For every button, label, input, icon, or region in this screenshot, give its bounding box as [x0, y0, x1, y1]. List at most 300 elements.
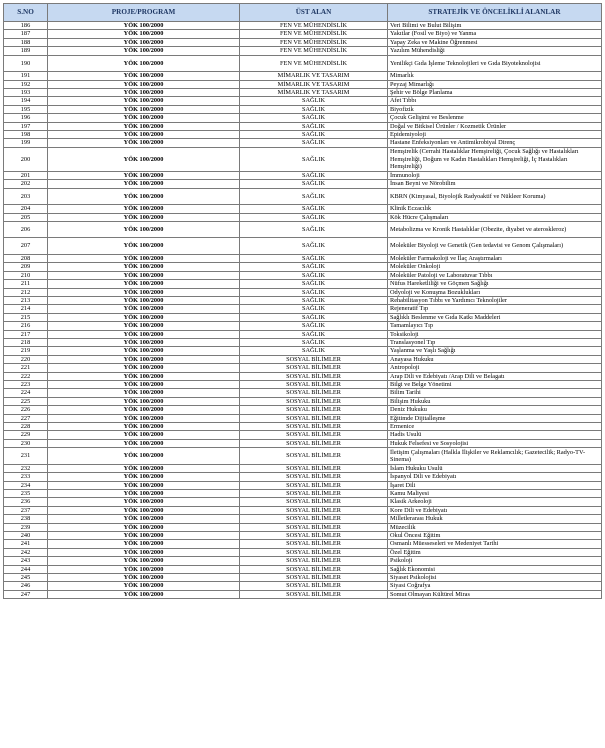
cell-program: YÖK 100/2000 — [48, 372, 240, 380]
table-row — [4, 506, 602, 514]
table-row — [4, 582, 602, 590]
table-row — [4, 532, 602, 540]
cell-program: YÖK 100/2000 — [48, 55, 240, 72]
cell-program: YÖK 100/2000 — [48, 213, 240, 221]
table-row — [4, 122, 602, 130]
cell-area: SAĞLIK — [240, 213, 388, 221]
cell-sno: 196 — [4, 114, 48, 122]
cell-program: YÖK 100/2000 — [48, 139, 240, 147]
cell-program: YÖK 100/2000 — [48, 147, 240, 171]
table-row — [4, 431, 602, 439]
cell-program: YÖK 100/2000 — [48, 305, 240, 313]
table-row — [4, 288, 602, 296]
table-row — [4, 489, 602, 497]
cell-sno: 189 — [4, 47, 48, 55]
cell-area: SOSYAL BİLİMLER — [240, 582, 388, 590]
cell-area: MİMARLIK VE TASARIM — [240, 72, 388, 80]
cell-area: SOSYAL BİLİMLER — [240, 574, 388, 582]
cell-area: SOSYAL BİLİMLER — [240, 532, 388, 540]
table-row — [4, 313, 602, 321]
cell-topic: KBRN (Kimyasal, Biyolojik Radyoaktif ve Nükleer Koruma) — [388, 188, 602, 205]
cell-sno: 216 — [4, 322, 48, 330]
cell-topic: Nüfus Hareketliliği ve Göçmen Sağlığı — [388, 280, 602, 288]
cell-topic: Psikoloji — [388, 557, 602, 565]
cell-program: YÖK 100/2000 — [48, 481, 240, 489]
cell-topic: Hukuk Felsefesi ve Sosyolojisi — [388, 439, 602, 447]
cell-topic: Siyaset Psikolojisi — [388, 574, 602, 582]
cell-topic: Translasyonel Tıp — [388, 338, 602, 346]
cell-area: SOSYAL BİLİMLER — [240, 397, 388, 405]
cell-topic: Kamu Maliyesi — [388, 489, 602, 497]
cell-sno: 204 — [4, 205, 48, 213]
cell-topic: Moleküler Biyoloji ve Genetik (Gen tedavisi ve Genom Çalışmaları) — [388, 238, 602, 255]
cell-program: YÖK 100/2000 — [48, 431, 240, 439]
cell-topic: Hemşirelik (Cerrahi Hastalıklar Hemşireliği, Çocuk Sağlığı ve Hastalıkları Hemşireliği, Doğum ve Kadın Hastalıkları Hemşireliği, İç Hastalıkları Hemşireliği) — [388, 147, 602, 171]
cell-program: YÖK 100/2000 — [48, 540, 240, 548]
table-row — [4, 423, 602, 431]
cell-program: YÖK 100/2000 — [48, 439, 240, 447]
cell-topic: İspanyol Dili ve Edebiyatı — [388, 473, 602, 481]
cell-area: SOSYAL BİLİMLER — [240, 565, 388, 573]
cell-area: SOSYAL BİLİMLER — [240, 439, 388, 447]
header-sno: S.NO — [4, 4, 48, 22]
cell-sno: 238 — [4, 515, 48, 523]
cell-sno: 242 — [4, 548, 48, 556]
cell-topic: Siyasi Coğrafya — [388, 582, 602, 590]
cell-area: SOSYAL BİLİMLER — [240, 540, 388, 548]
cell-area: SAĞLIK — [240, 205, 388, 213]
cell-program: YÖK 100/2000 — [48, 263, 240, 271]
table-row — [4, 406, 602, 414]
table-row — [4, 72, 602, 80]
cell-program: YÖK 100/2000 — [48, 47, 240, 55]
cell-sno: 203 — [4, 188, 48, 205]
cell-topic: Anayasa Hukuku — [388, 355, 602, 363]
cell-topic: İmmunoloji — [388, 171, 602, 179]
cell-sno: 219 — [4, 347, 48, 355]
cell-area: SAĞLIK — [240, 280, 388, 288]
cell-area: SOSYAL BİLİMLER — [240, 506, 388, 514]
cell-area: SOSYAL BİLİMLER — [240, 414, 388, 422]
cell-program: YÖK 100/2000 — [48, 489, 240, 497]
cell-program: YÖK 100/2000 — [48, 188, 240, 205]
cell-sno: 237 — [4, 506, 48, 514]
cell-sno: 197 — [4, 122, 48, 130]
cell-area: SAĞLIK — [240, 338, 388, 346]
cell-sno: 191 — [4, 72, 48, 80]
cell-program: YÖK 100/2000 — [48, 423, 240, 431]
cell-topic: Mimarlık — [388, 72, 602, 80]
cell-sno: 228 — [4, 423, 48, 431]
table-header — [4, 4, 602, 22]
cell-topic: Sağlık Ekonomisi — [388, 565, 602, 573]
cell-program: YÖK 100/2000 — [48, 523, 240, 531]
table-row — [4, 47, 602, 55]
cell-area: SAĞLIK — [240, 221, 388, 238]
cell-program: YÖK 100/2000 — [48, 296, 240, 304]
table-row — [4, 55, 602, 72]
cell-area: SOSYAL BİLİMLER — [240, 498, 388, 506]
cell-program: YÖK 100/2000 — [48, 322, 240, 330]
cell-sno: 186 — [4, 22, 48, 30]
cell-topic: Osmanlı Müesseseleri ve Medeniyet Tarihi — [388, 540, 602, 548]
cell-topic: Milletlerarası Hukuk — [388, 515, 602, 523]
table-row — [4, 590, 602, 598]
cell-area: FEN VE MÜHENDİSLİK — [240, 30, 388, 38]
cell-topic: Yakıtlar (Fosil ve Biyo) ve Yanma — [388, 30, 602, 38]
table-row — [4, 515, 602, 523]
cell-sno: 241 — [4, 540, 48, 548]
table-row — [4, 22, 602, 30]
table-row — [4, 38, 602, 46]
cell-program: YÖK 100/2000 — [48, 38, 240, 46]
cell-program: YÖK 100/2000 — [48, 80, 240, 88]
table-row — [4, 97, 602, 105]
cell-area: SAĞLIK — [240, 139, 388, 147]
table-row — [4, 347, 602, 355]
cell-program: YÖK 100/2000 — [48, 506, 240, 514]
cell-program: YÖK 100/2000 — [48, 338, 240, 346]
cell-area: SAĞLIK — [240, 313, 388, 321]
table-row — [4, 565, 602, 573]
table-row — [4, 557, 602, 565]
table-row — [4, 238, 602, 255]
table-row — [4, 147, 602, 171]
cell-program: YÖK 100/2000 — [48, 381, 240, 389]
cell-topic: Müzecilik — [388, 523, 602, 531]
cell-program: YÖK 100/2000 — [48, 548, 240, 556]
cell-sno: 217 — [4, 330, 48, 338]
table-row — [4, 213, 602, 221]
cell-area: SAĞLIK — [240, 288, 388, 296]
header-row — [4, 4, 602, 22]
header-program: PROJE/PROGRAM — [48, 4, 240, 22]
cell-topic: Metabolizma ve Kronik Hastalıklar (Obezite, diyabet ve ateroskleroz) — [388, 221, 602, 238]
cell-area: SOSYAL BİLİMLER — [240, 473, 388, 481]
table-row — [4, 448, 602, 465]
cell-area: SOSYAL BİLİMLER — [240, 448, 388, 465]
table-row — [4, 322, 602, 330]
cell-topic: Moleküler Farmakoloji ve İlaç Araştırmaları — [388, 254, 602, 262]
cell-sno: 209 — [4, 263, 48, 271]
cell-sno: 208 — [4, 254, 48, 262]
cell-topic: Bilişim Hukuku — [388, 397, 602, 405]
cell-topic: Afet Tıbbı — [388, 97, 602, 105]
cell-area: SOSYAL BİLİMLER — [240, 548, 388, 556]
document-page — [3, 3, 601, 599]
cell-area: SAĞLIK — [240, 114, 388, 122]
cell-area: MİMARLIK VE TASARIM — [240, 88, 388, 96]
cell-topic: Tamamlayıcı Tıp — [388, 322, 602, 330]
cell-program: YÖK 100/2000 — [48, 97, 240, 105]
table-row — [4, 139, 602, 147]
cell-topic: Moleküler Patoloji ve Laboratuvar Tıbbı — [388, 271, 602, 279]
cell-sno: 198 — [4, 130, 48, 138]
cell-area: SOSYAL BİLİMLER — [240, 515, 388, 523]
cell-area: SOSYAL BİLİMLER — [240, 523, 388, 531]
cell-topic: Yapay Zeka ve Makine Öğrenmesi — [388, 38, 602, 46]
table-row — [4, 263, 602, 271]
cell-sno: 202 — [4, 180, 48, 188]
cell-area: SOSYAL BİLİMLER — [240, 406, 388, 414]
cell-program: YÖK 100/2000 — [48, 72, 240, 80]
cell-topic: Rehabilitasyon Tıbbı ve Yardımcı Teknolojiler — [388, 296, 602, 304]
cell-area: SAĞLIK — [240, 263, 388, 271]
cell-topic: İnsan Beyni ve Nörobilim — [388, 180, 602, 188]
cell-sno: 205 — [4, 213, 48, 221]
cell-sno: 190 — [4, 55, 48, 72]
table-row — [4, 498, 602, 506]
cell-program: YÖK 100/2000 — [48, 557, 240, 565]
cell-area: SAĞLIK — [240, 180, 388, 188]
cell-area: MİMARLIK VE TASARIM — [240, 80, 388, 88]
cell-sno: 243 — [4, 557, 48, 565]
table-row — [4, 305, 602, 313]
cell-area: FEN VE MÜHENDİSLİK — [240, 55, 388, 72]
cell-topic: Odyoloji ve Konuşma Bozuklukları — [388, 288, 602, 296]
cell-sno: 240 — [4, 532, 48, 540]
cell-program: YÖK 100/2000 — [48, 515, 240, 523]
cell-area: SAĞLIK — [240, 238, 388, 255]
cell-sno: 193 — [4, 88, 48, 96]
cell-sno: 210 — [4, 271, 48, 279]
cell-topic: Arap Dili ve Edebiyatı /Arap Dili ve Belagatı — [388, 372, 602, 380]
cell-topic: Kök Hücre Çalışmaları — [388, 213, 602, 221]
cell-program: YÖK 100/2000 — [48, 330, 240, 338]
cell-area: SOSYAL BİLİMLER — [240, 372, 388, 380]
cell-sno: 206 — [4, 221, 48, 238]
cell-sno: 246 — [4, 582, 48, 590]
table-row — [4, 574, 602, 582]
table-row — [4, 271, 602, 279]
cell-program: YÖK 100/2000 — [48, 130, 240, 138]
cell-topic: Yenilikçi Gıda İşleme Teknolojileri ve Gıda Biyoteknolojisi — [388, 55, 602, 72]
cell-sno: 244 — [4, 565, 48, 573]
cell-sno: 235 — [4, 489, 48, 497]
cell-topic: Antropoloji — [388, 364, 602, 372]
cell-program: YÖK 100/2000 — [48, 582, 240, 590]
cell-topic: Şehir ve Bölge Planlama — [388, 88, 602, 96]
header-topic: STRATEJİK VE ÖNCELİKLİ ALANLAR — [388, 4, 602, 22]
cell-area: FEN VE MÜHENDİSLİK — [240, 22, 388, 30]
table-row — [4, 280, 602, 288]
cell-program: YÖK 100/2000 — [48, 355, 240, 363]
cell-topic: İşaret Dili — [388, 481, 602, 489]
cell-sno: 245 — [4, 574, 48, 582]
cell-area: SAĞLIK — [240, 254, 388, 262]
cell-topic: Yaşlanma ve Yaşlı Sağlığı — [388, 347, 602, 355]
cell-program: YÖK 100/2000 — [48, 347, 240, 355]
cell-program: YÖK 100/2000 — [48, 288, 240, 296]
cell-topic: Kore Dili ve Edebiyatı — [388, 506, 602, 514]
cell-sno: 200 — [4, 147, 48, 171]
cell-area: SOSYAL BİLİMLER — [240, 464, 388, 472]
cell-program: YÖK 100/2000 — [48, 205, 240, 213]
cell-topic: Bilim Tarihi — [388, 389, 602, 397]
cell-program: YÖK 100/2000 — [48, 565, 240, 573]
table-row — [4, 330, 602, 338]
cell-program: YÖK 100/2000 — [48, 238, 240, 255]
cell-sno: 218 — [4, 338, 48, 346]
cell-program: YÖK 100/2000 — [48, 271, 240, 279]
cell-area: SOSYAL BİLİMLER — [240, 364, 388, 372]
table-row — [4, 439, 602, 447]
cell-area: SAĞLIK — [240, 330, 388, 338]
cell-topic: Ermenice — [388, 423, 602, 431]
cell-sno: 227 — [4, 414, 48, 422]
table-row — [4, 540, 602, 548]
priority-areas-table — [3, 3, 602, 599]
cell-area: FEN VE MÜHENDİSLİK — [240, 38, 388, 46]
cell-program: YÖK 100/2000 — [48, 448, 240, 465]
cell-sno: 212 — [4, 288, 48, 296]
table-row — [4, 381, 602, 389]
cell-area: SOSYAL BİLİMLER — [240, 381, 388, 389]
cell-area: SAĞLIK — [240, 171, 388, 179]
table-row — [4, 397, 602, 405]
cell-topic: Eğitimde Dijitalleşme — [388, 414, 602, 422]
cell-sno: 195 — [4, 105, 48, 113]
cell-sno: 224 — [4, 389, 48, 397]
table-row — [4, 221, 602, 238]
cell-program: YÖK 100/2000 — [48, 180, 240, 188]
cell-program: YÖK 100/2000 — [48, 221, 240, 238]
cell-program: YÖK 100/2000 — [48, 406, 240, 414]
cell-program: YÖK 100/2000 — [48, 88, 240, 96]
cell-sno: 187 — [4, 30, 48, 38]
cell-sno: 222 — [4, 372, 48, 380]
header-area: ÜST ALAN — [240, 4, 388, 22]
cell-sno: 188 — [4, 38, 48, 46]
table-row — [4, 296, 602, 304]
cell-sno: 239 — [4, 523, 48, 531]
table-row — [4, 389, 602, 397]
cell-sno: 192 — [4, 80, 48, 88]
cell-sno: 236 — [4, 498, 48, 506]
table-row — [4, 355, 602, 363]
table-row — [4, 171, 602, 179]
cell-sno: 229 — [4, 431, 48, 439]
cell-program: YÖK 100/2000 — [48, 389, 240, 397]
cell-topic: Özel Eğitim — [388, 548, 602, 556]
cell-topic: Çocuk Gelişimi ve Beslenme — [388, 114, 602, 122]
cell-program: YÖK 100/2000 — [48, 171, 240, 179]
cell-area: SAĞLIK — [240, 347, 388, 355]
cell-program: YÖK 100/2000 — [48, 105, 240, 113]
table-row — [4, 372, 602, 380]
cell-topic: Rejeneratif Tıp — [388, 305, 602, 313]
cell-program: YÖK 100/2000 — [48, 364, 240, 372]
table-row — [4, 481, 602, 489]
cell-area: SAĞLIK — [240, 305, 388, 313]
cell-sno: 201 — [4, 171, 48, 179]
cell-area: SOSYAL BİLİMLER — [240, 481, 388, 489]
cell-program: YÖK 100/2000 — [48, 397, 240, 405]
cell-topic: Klinik Eczacılık — [388, 205, 602, 213]
cell-topic: Biyofizik — [388, 105, 602, 113]
cell-sno: 231 — [4, 448, 48, 465]
cell-program: YÖK 100/2000 — [48, 574, 240, 582]
cell-sno: 211 — [4, 280, 48, 288]
cell-sno: 194 — [4, 97, 48, 105]
cell-program: YÖK 100/2000 — [48, 22, 240, 30]
cell-sno: 247 — [4, 590, 48, 598]
cell-area: SOSYAL BİLİMLER — [240, 423, 388, 431]
cell-sno: 226 — [4, 406, 48, 414]
cell-topic: Toksikoloji — [388, 330, 602, 338]
cell-topic: Hastane Enfeksiyonları ve Antimikrobiyal Direnç — [388, 139, 602, 147]
cell-program: YÖK 100/2000 — [48, 30, 240, 38]
cell-area: SAĞLIK — [240, 97, 388, 105]
cell-topic: Epidemiyoloji — [388, 130, 602, 138]
cell-topic: Doğal ve Bitkisel Ürünler / Kozmetik Ürünler — [388, 122, 602, 130]
cell-program: YÖK 100/2000 — [48, 473, 240, 481]
cell-sno: 207 — [4, 238, 48, 255]
table-row — [4, 188, 602, 205]
table-row — [4, 254, 602, 262]
cell-program: YÖK 100/2000 — [48, 464, 240, 472]
cell-topic: Hadis Usulü — [388, 431, 602, 439]
cell-topic: Deniz Hukuku — [388, 406, 602, 414]
cell-topic: İslam Hukuku Usulü — [388, 464, 602, 472]
table-row — [4, 105, 602, 113]
cell-area: SAĞLIK — [240, 122, 388, 130]
cell-sno: 213 — [4, 296, 48, 304]
cell-topic: Veri Bilimi ve Bulut Bilişim — [388, 22, 602, 30]
cell-sno: 233 — [4, 473, 48, 481]
cell-topic: Bilgi ve Belge Yönetimi — [388, 381, 602, 389]
cell-program: YÖK 100/2000 — [48, 254, 240, 262]
cell-topic: Okul Öncesi Eğitim — [388, 532, 602, 540]
table-row — [4, 473, 602, 481]
table-row — [4, 523, 602, 531]
cell-sno: 232 — [4, 464, 48, 472]
cell-program: YÖK 100/2000 — [48, 313, 240, 321]
cell-topic: İletişim Çalışmaları (Halkla İlişkiler ve Reklamcılık; Gazetecilik; Radyo-TV-Sinema) — [388, 448, 602, 465]
table-row — [4, 464, 602, 472]
table-row — [4, 414, 602, 422]
table-row — [4, 130, 602, 138]
cell-topic: Somut Olmayan Kültürel Miras — [388, 590, 602, 598]
cell-program: YÖK 100/2000 — [48, 122, 240, 130]
cell-program: YÖK 100/2000 — [48, 590, 240, 598]
cell-sno: 225 — [4, 397, 48, 405]
cell-topic: Yazılım Mühendisliği — [388, 47, 602, 55]
cell-program: YÖK 100/2000 — [48, 414, 240, 422]
cell-area: SAĞLIK — [240, 105, 388, 113]
table-row — [4, 548, 602, 556]
cell-area: FEN VE MÜHENDİSLİK — [240, 47, 388, 55]
table-row — [4, 30, 602, 38]
table-row — [4, 364, 602, 372]
cell-program: YÖK 100/2000 — [48, 114, 240, 122]
table-row — [4, 80, 602, 88]
cell-topic: Moleküler Onkoloji — [388, 263, 602, 271]
cell-program: YÖK 100/2000 — [48, 280, 240, 288]
cell-area: SOSYAL BİLİMLER — [240, 389, 388, 397]
table-row — [4, 338, 602, 346]
table-row — [4, 205, 602, 213]
cell-area: SOSYAL BİLİMLER — [240, 355, 388, 363]
table-row — [4, 88, 602, 96]
table-row — [4, 114, 602, 122]
cell-area: SOSYAL BİLİMLER — [240, 557, 388, 565]
cell-area: SAĞLIK — [240, 271, 388, 279]
cell-area: SAĞLIK — [240, 296, 388, 304]
cell-topic: Sağlıklı Beslenme ve Gıda Katkı Maddeleri — [388, 313, 602, 321]
cell-topic: Peyzaj Mimarlığı — [388, 80, 602, 88]
cell-sno: 221 — [4, 364, 48, 372]
